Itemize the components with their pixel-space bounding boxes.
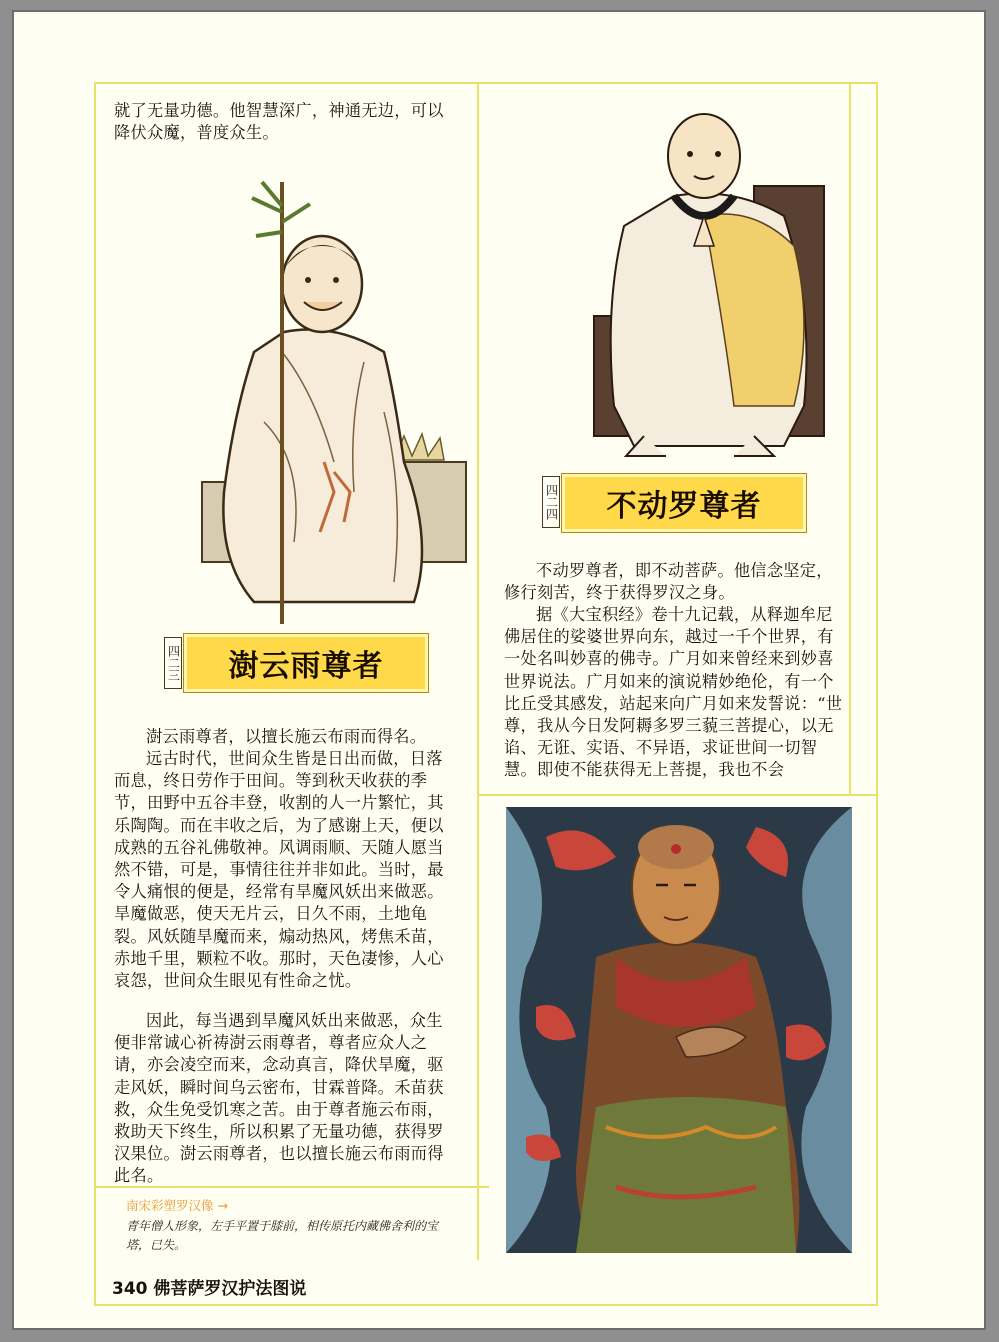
white-robe	[223, 330, 422, 603]
right-margin-line	[849, 82, 851, 794]
figure-number-text: 四二三	[166, 645, 181, 681]
head	[282, 236, 362, 332]
statue-photo	[506, 807, 852, 1253]
section-title-budongluo	[562, 474, 806, 532]
section-title-shuyunyu	[184, 634, 428, 692]
photo-top-rule	[477, 794, 876, 796]
forehead-mark	[671, 844, 681, 854]
right-paragraph-2: 据《大宝积经》卷十九记载，从释迦牟尼佛居住的娑婆世界向东，越过一千个世界，有一处名叫妙喜的佛寺。广月如来曾经来到妙喜世界说法。广月如来的演说精妙绝伦，有一个比丘受其感发，站起来向广月如来发誓说：“世尊，我从今日发阿耨多罗三藐三菩提心，以无谄、无诳、实语、不异语，求证世间一切智慧。即使不能获得无上菩提，我也不会	[504, 605, 843, 780]
figure-number-text: 四二四	[544, 484, 559, 520]
arhat-illustration-budongluo	[584, 106, 834, 468]
section-title-text: 澍云雨尊者	[228, 649, 384, 684]
head	[668, 114, 740, 198]
page-footer: 340 佛菩萨罗汉护法图说	[112, 1279, 307, 1299]
left-paragraph-3: 因此，每当遇到旱魔风妖出来做恶，众生便非常诚心祈祷澍云雨尊者，尊者应众人之请，亦会凌空而来，念动真言，降伏旱魔，驱走风妖，瞬时间乌云密布，甘霖普降。禾苗获救，众生免受饥寒之苦。由于尊者施云布雨，救助天下终生，所以积累了无量功德，获得罗汉果位。澍云雨尊者，也以擅长施云布雨而得此名。	[114, 1011, 444, 1186]
right-paragraph-1: 不动罗尊者，即不动菩萨。他信念坚定，修行刻苦，终于获得罗汉之身。	[504, 561, 833, 603]
page-sheet	[14, 12, 984, 1328]
section-title-text: 不动罗尊者	[606, 489, 762, 524]
photo-caption-text: 青年僧人形象，左手平置于膝前，相传原托内藏佛舍利的宝塔，已失。	[126, 1219, 439, 1252]
figure-number-424	[542, 476, 560, 528]
left-paragraph-2: 远古时代，世间众生皆是日出而做，日落而息，终日劳作于田间。等到秋天收获的季节，田野中五谷丰登，收割的人一片繁忙，其乐陶陶。而在丰收之后，为了感谢上天，便以成熟的五谷礼佛敬神。风调雨顺、天随人愿当然不错，可是，事情往往并非如此。当时，最令人痛恨的便是，经常有旱魔风妖出来做恶。旱魔做恶，使天无片云，日久不雨，土地龟裂。风妖随旱魔而来，煽动热风，烤焦禾苗，赤地千里，颗粒不收。那时，天色凄惨，人心哀怨，世间众生眼见有性命之忧。	[114, 749, 444, 991]
figure-number-423	[164, 637, 182, 689]
photo-caption-title: 南宋彩塑罗汉像 →	[126, 1198, 228, 1213]
arhat-illustration-shuyunyu	[164, 162, 484, 624]
robe-lap	[576, 1097, 796, 1253]
left-paragraph-1: 澍云雨尊者，以擅长施云布雨而得名。	[146, 727, 427, 746]
intro-text: 就了无量功德。他智慧深广，神通无边，可以降伏众魔，普度众生。	[114, 101, 444, 143]
